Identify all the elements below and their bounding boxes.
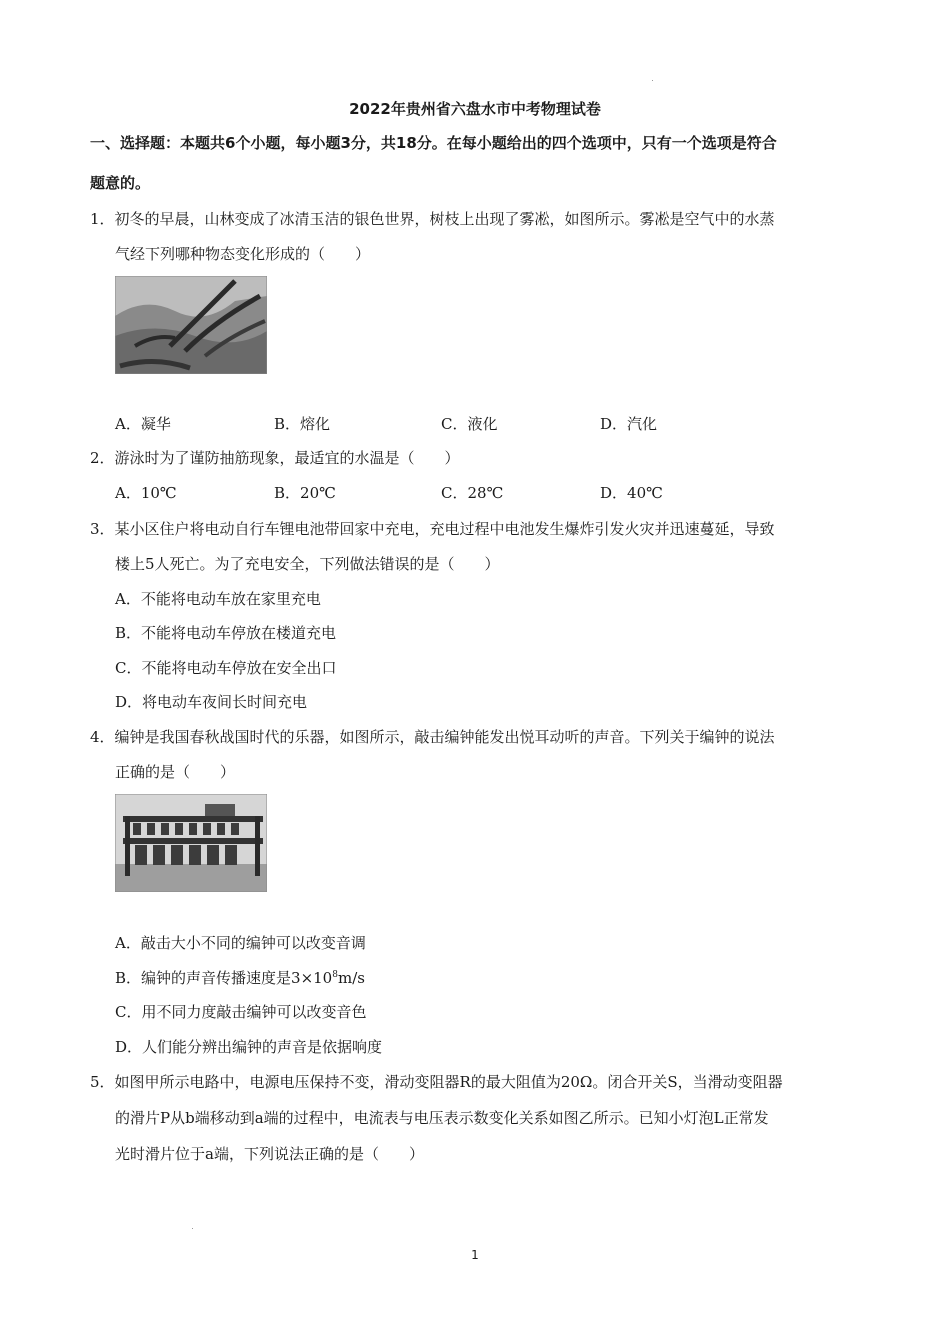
q4-option-b-unit: m/s (337, 969, 365, 987)
q1-stem-line1: 1．初冬的早晨，山林变成了冰清玉洁的银色世界，树枝上出现了雾凇，如图所示。雾凇是空气中的水蒸 (90, 210, 775, 228)
page-title: 2022年贵州省六盘水市中考物理试卷 (349, 100, 601, 118)
q1-stem-line2: 气经下列哪种物态变化形成的（ ） (115, 245, 371, 263)
q4-option-b-text: B．编钟的声音传播速度是3×10 (115, 969, 333, 987)
q2-option-a: A．10℃ (115, 484, 177, 502)
q4-option-b-exponent: 8 (332, 970, 338, 980)
q4-option-a: A．敲击大小不同的编钟可以改变音调 (115, 934, 366, 952)
scan-speck (652, 80, 653, 81)
rime-photo (115, 276, 267, 374)
q5-stem-line1: 5．如图甲所示电路中，电源电压保持不变，滑动变阻器R的最大阻值为20Ω。闭合开关S，当滑动变阻器 (90, 1073, 783, 1091)
q1-option-b: B．熔化 (274, 415, 331, 433)
q4-option-d: D．人们能分辨出编钟的声音是依据响度 (115, 1038, 383, 1056)
q3-option-c: C．不能将电动车停放在安全出口 (115, 659, 337, 677)
q3-option-a: A．不能将电动车放在家里充电 (115, 590, 321, 608)
q5-stem-line3: 光时滑片位于a端，下列说法正确的是（ ） (115, 1145, 424, 1163)
q4-stem-line2: 正确的是（ ） (115, 763, 236, 781)
q2-stem: 2．游泳时为了谨防抽筋现象，最适宜的水温是（ ） (90, 449, 460, 467)
q4-option-c: C．用不同力度敲击编钟可以改变音色 (115, 1003, 367, 1021)
q3-option-d: D．将电动车夜间长时间充电 (115, 693, 308, 711)
q4-option-b (115, 967, 365, 988)
q2-option-c: C．28℃ (441, 484, 504, 502)
q4-stem-line1: 4．编钟是我国春秋战国时代的乐器，如图所示，敲击编钟能发出悦耳动听的声音。下列关于编钟的说法 (90, 728, 775, 746)
section-heading-line1: 一、选择题：本题共6个小题，每小题3分，共18分。在每小题给出的四个选项中，只有一个选项是符合 (90, 134, 777, 152)
q2-option-b: B．20℃ (274, 484, 336, 502)
q1-option-a: A．凝华 (115, 415, 171, 433)
q2-option-d: D．40℃ (600, 484, 663, 502)
q3-stem-line1: 3．某小区住户将电动自行车锂电池带回家中充电，充电过程中电池发生爆炸引发火灾并迅速蔓延，导致 (90, 520, 775, 538)
section-heading (90, 123, 880, 203)
q3-stem-line2: 楼上5人死亡。为了充电安全，下列做法错误的是（ ） (115, 555, 500, 573)
section-heading-line2: 题意的。 (90, 174, 151, 192)
q1-option-d: D．汽化 (600, 415, 658, 433)
q1-option-c: C．液化 (441, 415, 498, 433)
bianzhong-photo (115, 794, 267, 892)
page-number: 1 (471, 1248, 479, 1262)
scan-speck (192, 1228, 193, 1229)
q5-stem-line2: 的滑片P从b端移动到a端的过程中，电流表与电压表示数变化关系如图乙所示。已知小灯泡L正常发 (115, 1109, 769, 1127)
q3-option-b: B．不能将电动车停放在楼道充电 (115, 624, 337, 642)
